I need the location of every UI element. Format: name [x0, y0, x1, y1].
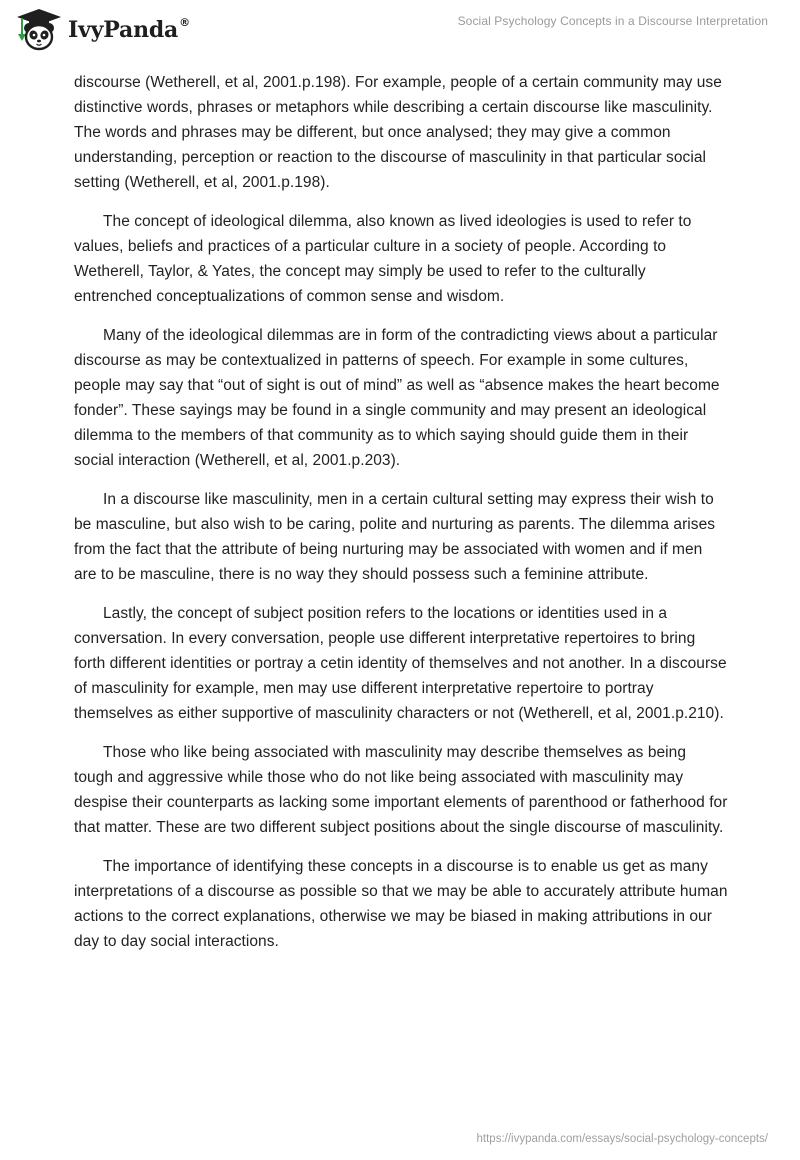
paragraph: The concept of ideological dilemma, also known as lived ideologies is used to refer to values, beliefs and practices of a particular culture in a society of people. According to Wetherell, Taylor, & Yates, the concept may simply be used to refer to the culturally entrenched conceptualizations of common sense and wisdom.	[74, 213, 692, 305]
document-title: Social Psychology Concepts in a Discourse Interpretation	[457, 14, 768, 28]
paragraph: discourse (Wetherell, et al, 2001.p.198). For example, people of a certain community may use distinctive words, phrases or metaphors while describing a certain discourse like masculinity. The words and phrases may be different, but once analysed; they may give a common understanding, perception or reaction to the discourse of masculinity in that particular social setting (Wetherell, et al, 2001.p.198).	[74, 74, 722, 191]
paragraph: In a discourse like masculinity, men in a certain cultural setting may express their wish to be masculine, but also wish to be caring, polite and nurturing as parents. The dilemma arises from the fact that the attribute of being nurturing may be associated with women and if men are to be masculine, there is no way they should possess such a feminine attribute.	[74, 491, 716, 583]
panda-graduate-icon	[14, 8, 64, 52]
source-url[interactable]: https://ivypanda.com/essays/social-psychology-concepts/	[476, 1133, 768, 1145]
page-header	[0, 0, 800, 62]
paragraph: The importance of identifying these concepts in a discourse is to enable us get as many interpretations of a discourse as possible so that we may be able to accurately attribute human actions to the correct explanations, otherwise we may be biased in making attributions in our day to day social interactions.	[74, 858, 728, 950]
brand-name-text: IvyPanda	[68, 17, 179, 43]
paragraph: Many of the ideological dilemmas are in form of the contradicting views about a particular discourse as may be contextualized in patterns of speech. For example in some cultures, people may say that “out of sight is out of mind” as well as “absence makes the heart become fonder”. These sayings may be found in a single community and may present an ideological dilemma to the members of that community as to which saying should guide them in their social interaction (Wetherell, et al, 2001.p.203).	[74, 327, 720, 469]
registered-mark: ®	[179, 16, 190, 29]
paragraph: Those who like being associated with masculinity may describe themselves as being tough and aggressive while those who do not like being associated with masculinity may despise their counterparts as lacking some important elements of parenthood or fatherhood for that matter. These are two different subject positions about the single discourse of masculinity.	[74, 744, 728, 836]
essay-body	[74, 70, 728, 968]
brand-name	[68, 8, 190, 52]
brand-logo[interactable]	[14, 8, 190, 52]
paragraph: Lastly, the concept of subject position refers to the locations or identities used in a conversation. In every conversation, people use different interpretative repertoires to bring forth different identities or portray a cetin identity of themselves and not another. In a discourse of masculinity for example, men may use different interpretative repertoire to portray themselves as either supportive of masculinity characters or not (Wetherell, et al, 2001.p.210).	[74, 605, 727, 722]
